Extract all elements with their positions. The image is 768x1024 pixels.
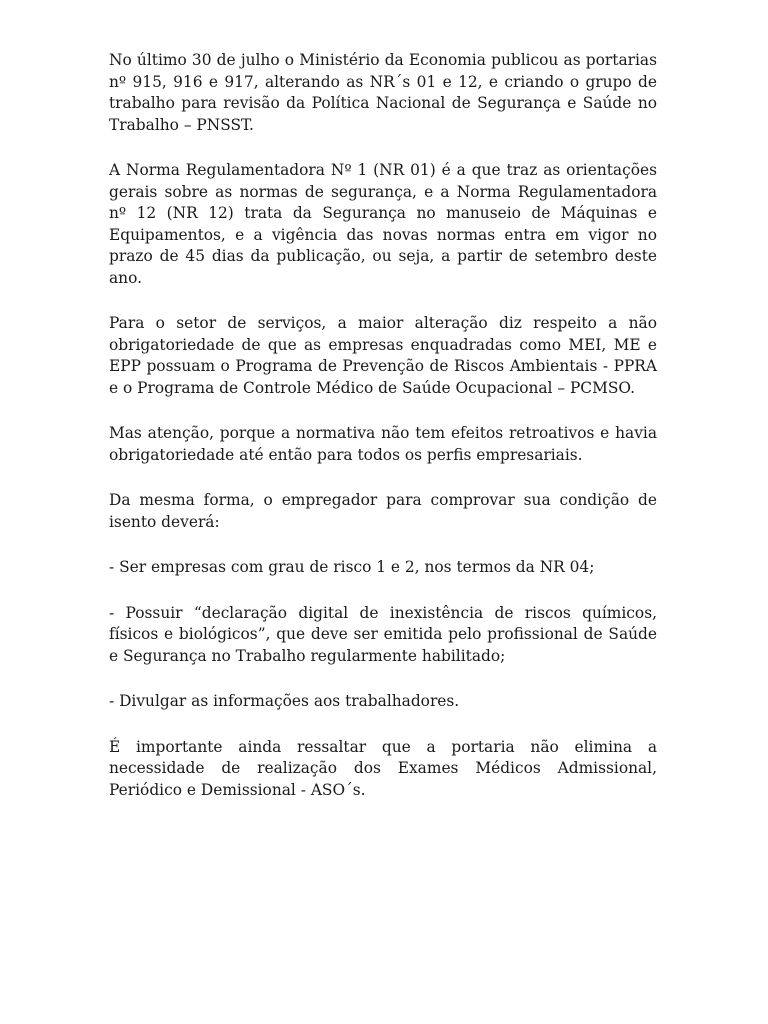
paragraph-1: No último 30 de julho o Ministério da Economia publicou as portarias nº 915, 916 e 917, alterando as NR´s 01 e 12, e criando o grupo de trabalho para revisão da Política Nacional de Segurança e Saúde no Trabalho – PNSST. xyxy=(109,51,657,134)
paragraph-2: A Norma Regulamentadora Nº 1 (NR 01) é a que traz as orientações gerais sobre as normas de segurança, e a Norma Regulamentadora nº 12 (NR 12) trata da Segurança no manuseio de Máquinas e Equipamentos, e a vigência das novas normas entra em vigor no prazo de 45 dias da publicação, ou seja, a partir de setembro deste ano. xyxy=(109,161,657,287)
list-item-3: - Divulgar as informações aos trabalhadores. xyxy=(109,692,460,710)
list-item-1: - Ser empresas com grau de risco 1 e 2, nos termos da NR 04; xyxy=(109,558,595,576)
paragraph-5: Da mesma forma, o empregador para comprovar sua condição de isento deverá: xyxy=(109,491,657,531)
paragraph-6: É importante ainda ressaltar que a portaria não elimina a necessidade de realização dos Exames Médicos Admissional, Periódico e Demissional - ASO´s. xyxy=(109,737,657,799)
paragraph-4: Mas atenção, porque a normativa não tem efeitos retroativos e havia obrigatoriedade até então para todos os perfis empresariais. xyxy=(109,424,657,464)
paragraph-3: Para o setor de serviços, a maior alteração diz respeito a não obrigatoriedade de que as empresas enquadradas como MEI, ME e EPP possuam o Programa de Prevenção de Riscos Ambientais - PPRA e o Programa de Controle Médico de Saúde Ocupacional – PCMSO. xyxy=(109,314,657,397)
document-body xyxy=(109,50,657,825)
list-item-2: - Possuir “declaração digital de inexistência de riscos químicos, físicos e biológicos”, que deve ser emitida pelo profissional de Saúde e Segurança no Trabalho regularmente habilitado; xyxy=(109,603,657,665)
